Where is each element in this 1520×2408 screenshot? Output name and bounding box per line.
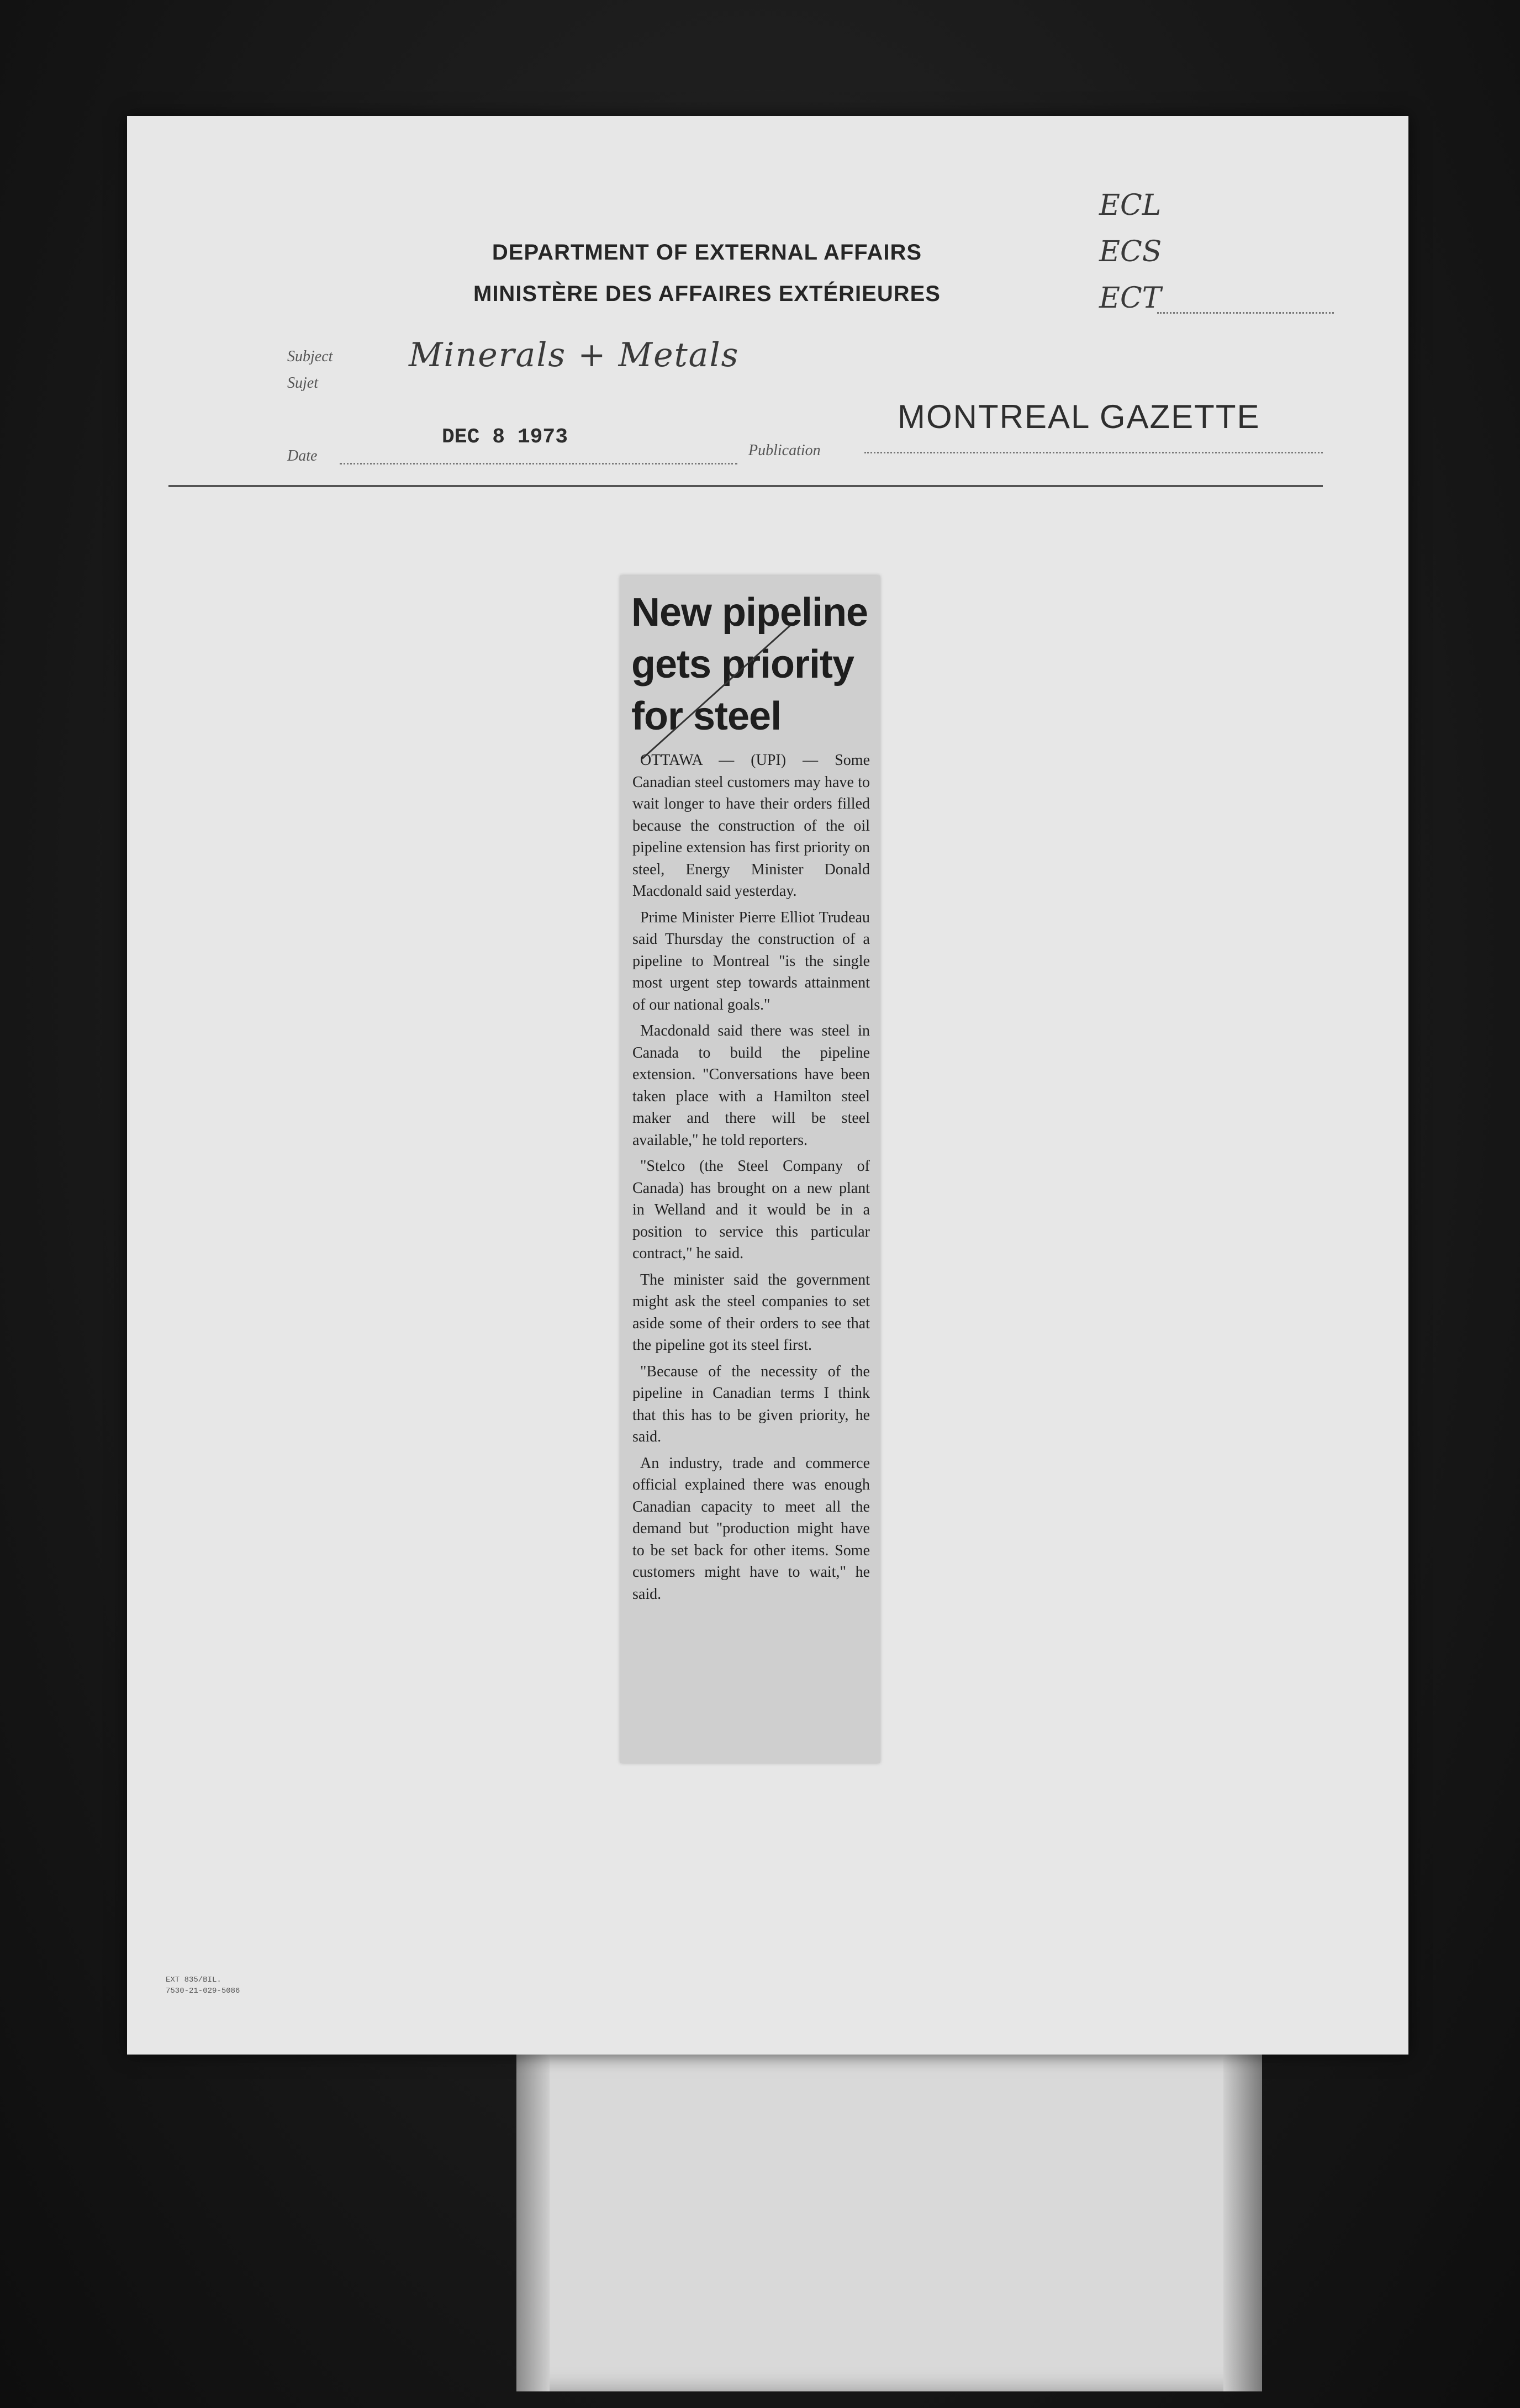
newspaper-clipping — [620, 575, 880, 1763]
headline-line-3: for steel — [631, 694, 782, 738]
lower-card-stub — [516, 2043, 1262, 2391]
clipping-form-sheet — [127, 116, 1408, 2055]
form-code-line-1: EXT 835/BIL. — [166, 1976, 221, 1984]
headline-line-1: New pipeline — [631, 590, 868, 635]
article-paragraph: "Because of the necessity of the pipeline in Canadian terms I think that this has to be given priority, he said. — [632, 1363, 870, 1445]
article-headline — [631, 587, 874, 742]
department-name-english: DEPARTMENT OF EXTERNAL AFFAIRS — [492, 240, 922, 265]
initial-3: ECT — [1099, 282, 1162, 315]
date-label: Date — [287, 447, 318, 464]
article-paragraph: Prime Minister Pierre Elliot Trudeau said Thursday the construction of a pipeline to Montreal "is the single most urgent step towards attainment of our national goals." — [632, 909, 870, 1013]
initials-dotted-line — [1157, 312, 1334, 314]
publication-label: Publication — [748, 442, 821, 459]
date-dotted-line — [340, 463, 737, 464]
publication-dotted-line — [864, 452, 1323, 453]
headline-line-2: gets priority — [631, 642, 854, 687]
article-paragraph: The minister said the government might ask the steel companies to set aside some of their orders to see that the pipeline got its steel first. — [632, 1271, 870, 1354]
article-paragraph: OTTAWA — (UPI) — Some Canadian steel customers may have to wait longer to have their orders filled because the construction of the oil pipeline extension has first priority on steel, Energy Minister Donald Macdonald said yesterday. — [632, 752, 870, 900]
sujet-label: Sujet — [287, 374, 318, 392]
form-code-line-2: 7530-21-029-5086 — [166, 1987, 240, 1995]
article-paragraph: An industry, trade and commerce official explained there was enough Canadian capacity to meet all the demand but "production might have to be set back for other items. Some customers might have to wait," he said. — [632, 1454, 870, 1603]
publication-stamp: MONTREAL GAZETTE — [898, 398, 1260, 435]
department-name-french: MINISTÈRE DES AFFAIRES EXTÉRIEURES — [473, 282, 941, 306]
header-divider — [168, 485, 1323, 487]
initial-1: ECL — [1099, 189, 1162, 222]
subject-label: Subject — [287, 348, 333, 365]
article-paragraph: Macdonald said there was steel in Canada to build the pipeline extension. "Conversations have been taken place with a Hamilton steel maker and there will be steel available," he told reporters. — [632, 1022, 870, 1149]
card-edge-left — [516, 2043, 550, 2391]
initial-2: ECS — [1099, 235, 1162, 268]
subject-value-handwritten: Minerals + Metals — [409, 336, 740, 374]
article-paragraph: "Stelco (the Steel Company of Canada) has brought on a new plant in Welland and it would be in a position to service this particular contract," he said. — [632, 1158, 870, 1262]
card-edge-right — [1223, 2043, 1262, 2391]
date-stamp: DEC 8 1973 — [442, 425, 568, 449]
handwritten-initials — [1099, 182, 1162, 321]
form-code — [166, 1974, 240, 1997]
article-body — [632, 749, 870, 1609]
